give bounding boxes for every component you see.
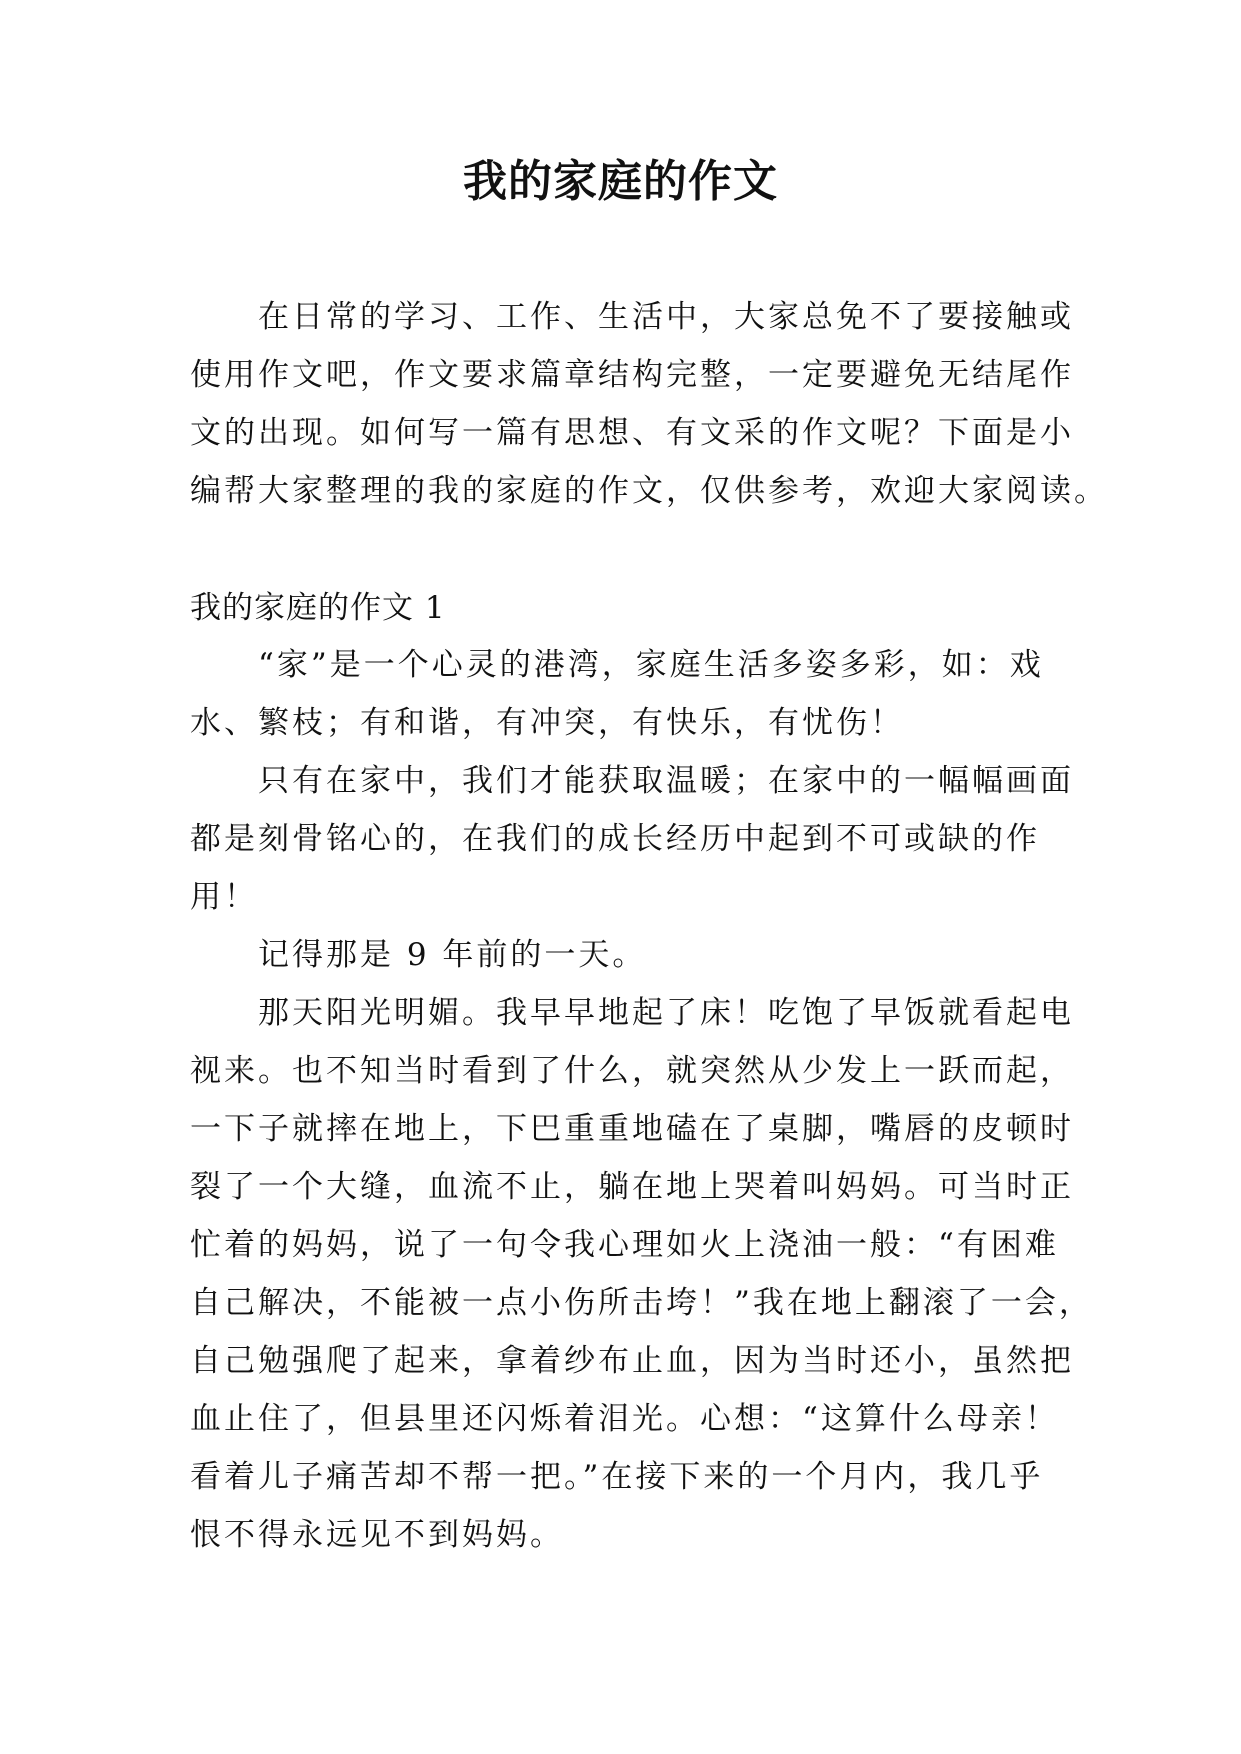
- paragraph-line: 都是刻骨铭心的，在我们的成长经历中起到不可或缺的作: [190, 821, 1040, 857]
- intro-line: 在日常的学习、工作、生活中，大家总免不了要接触或: [258, 299, 1074, 335]
- paragraph-line: 只有在家中，我们才能获取温暖；在家中的一幅幅画面: [258, 763, 1074, 799]
- paragraph-line: 视来。也不知当时看到了什么，就突然从少发上一跃而起，: [190, 1053, 1074, 1089]
- paragraph-line: 那天阳光明媚。我早早地起了床！吃饱了早饭就看起电: [258, 995, 1074, 1031]
- paragraph-line: 恨不得永远见不到妈妈。: [190, 1517, 564, 1553]
- paragraph-line: “家”是一个心灵的港湾，家庭生活多姿多彩，如：戏: [258, 647, 1044, 683]
- paragraph-line: 裂了一个大缝，血流不止，躺在地上哭着叫妈妈。可当时正: [190, 1169, 1074, 1205]
- intro-line: 编帮大家整理的我的家庭的作文，仅供参考，欢迎大家阅读。: [190, 473, 1108, 509]
- paragraph-line: 水、繁枝；有和谐，有冲突，有快乐，有忧伤！: [190, 705, 904, 741]
- intro-line: 使用作文吧，作文要求篇章结构完整，一定要避免无结尾作: [190, 357, 1074, 393]
- section-heading: 我的家庭的作文 1: [190, 590, 446, 626]
- document-title: 我的家庭的作文: [463, 156, 778, 207]
- paragraph-line: 血止住了，但县里还闪烁着泪光。心想：“这算什么母亲！: [190, 1401, 1059, 1437]
- paragraph-line: 记得那是 9 年前的一天。: [258, 937, 647, 973]
- intro-line: 文的出现。如何写一篇有思想、有文采的作文呢？下面是小: [190, 415, 1074, 451]
- paragraph-line: 用！: [190, 879, 258, 915]
- paragraph-line: 自己解决，不能被一点小伤所击垮！”我在地上翻滚了一会，: [190, 1285, 1093, 1321]
- paragraph-line: 看着儿子痛苦却不帮一把。”在接下来的一个月内，我几乎: [190, 1459, 1044, 1495]
- paragraph-line: 忙着的妈妈，说了一句令我心理如火上浇油一般：“有困难: [190, 1227, 1059, 1263]
- paragraph-line: 自己勉强爬了起来，拿着纱布止血，因为当时还小，虽然把: [190, 1343, 1074, 1379]
- paragraph-line: 一下子就摔在地上，下巴重重地磕在了桌脚，嘴唇的皮顿时: [190, 1111, 1074, 1147]
